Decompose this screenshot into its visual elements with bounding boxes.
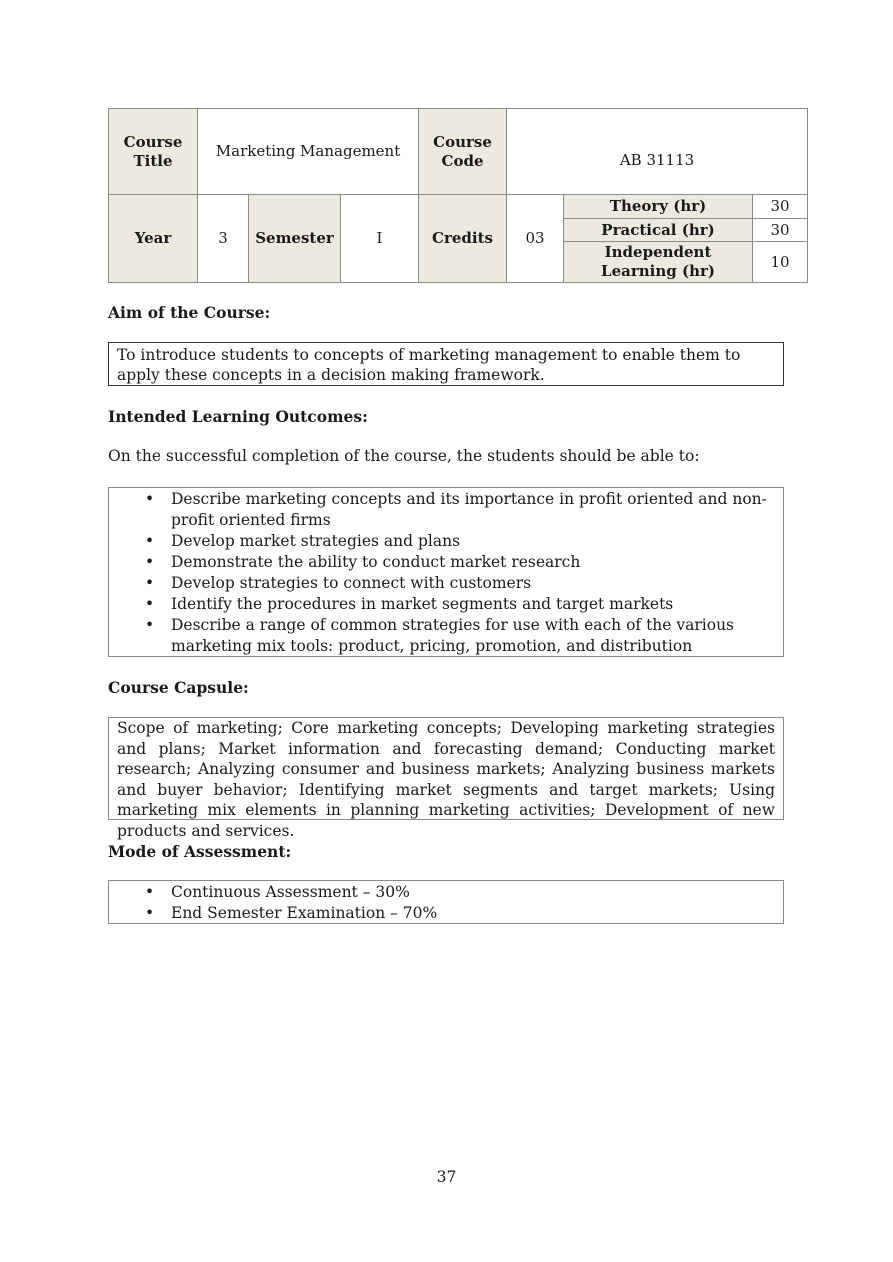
course-code-label: Course Code — [419, 109, 507, 195]
course-info-table — [108, 108, 808, 283]
assessment-list — [109, 882, 783, 924]
theory-hours-label: Theory (hr) — [564, 195, 753, 219]
capsule-heading: Course Capsule: — [108, 678, 249, 697]
capsule-box — [108, 717, 784, 840]
assessment-box — [108, 880, 784, 924]
bullet-icon: • — [145, 553, 155, 571]
ilo-item: • Demonstrate the ability to conduct market research — [145, 553, 581, 571]
course-code-value: AB 31113 — [507, 109, 808, 195]
practical-hours-label: Practical (hr) — [564, 219, 753, 242]
ilo-item: • Describe marketing concepts and its importance in profit oriented and non- profit oriented firms — [145, 490, 767, 529]
year-value: 3 — [198, 195, 249, 283]
ilo-heading: Intended Learning Outcomes: — [108, 407, 368, 426]
assessment-item: • Continuous Assessment – 30% — [145, 883, 410, 901]
semester-label: Semester — [249, 195, 341, 283]
ilo-item: • Develop market strategies and plans — [145, 532, 461, 550]
bullet-icon: • — [145, 490, 155, 508]
bullet-icon: • — [145, 883, 155, 901]
bullet-icon: • — [145, 532, 155, 550]
aim-heading: Aim of the Course: — [108, 303, 271, 322]
course-title-label: Course Title — [109, 109, 198, 195]
ilo-box — [108, 487, 784, 657]
credits-value: 03 — [507, 195, 564, 283]
assessment-heading: Mode of Assessment: — [108, 842, 292, 861]
course-title-value: Marketing Management — [198, 109, 419, 195]
ilo-item: • Describe a range of common strategies for use with each of the various marketing mix tools: product, pricing, promotion, and distribution — [145, 616, 735, 655]
semester-value: I — [341, 195, 419, 283]
year-label: Year — [109, 195, 198, 283]
capsule-text: Scope of marketing; Core marketing concepts; Developing marketing strategies and plans; Market information and forecasting demand; Conducting market research; Analyzing consumer and business markets; Analyzing business markets and buyer behavior; Identifying market segments and target markets; Using marketing mix elements in planning marketing activities; Development of new products and services. — [117, 719, 775, 840]
bullet-icon: • — [145, 595, 155, 613]
independent-learning-hours-value: 10 — [753, 242, 808, 283]
bullet-icon: • — [145, 904, 155, 922]
ilo-item: • Develop strategies to connect with customers — [145, 574, 532, 592]
theory-hours-value: 30 — [753, 195, 808, 219]
bullet-icon: • — [145, 616, 155, 634]
practical-hours-value: 30 — [753, 219, 808, 242]
bullet-icon: • — [145, 574, 155, 592]
ilo-list — [109, 489, 783, 657]
credits-label: Credits — [419, 195, 507, 283]
assessment-item: • End Semester Examination – 70% — [145, 904, 438, 922]
independent-learning-hours-label: Independent Learning (hr) — [564, 242, 753, 283]
page-number: 37 — [436, 1168, 457, 1186]
ilo-intro: On the successful completion of the course, the students should be able to: — [108, 447, 700, 465]
aim-box — [108, 342, 784, 386]
aim-text: To introduce students to concepts of marketing management to enable them to apply these concepts in a decision making framework. — [117, 346, 741, 384]
ilo-item: • Identify the procedures in market segments and target markets — [145, 595, 674, 613]
